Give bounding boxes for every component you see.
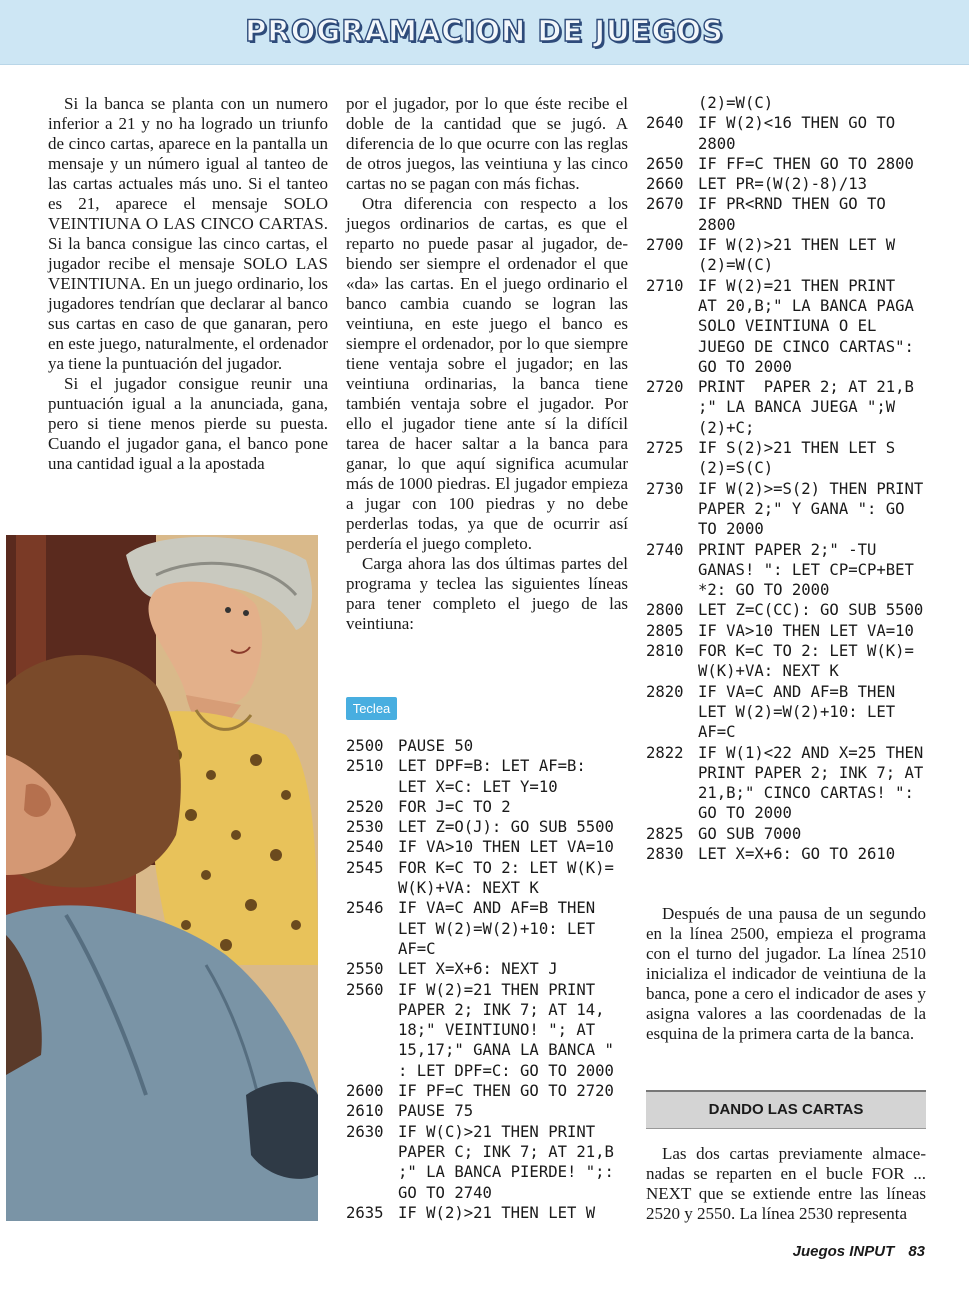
line-code: LET X=X+6: NEXT J <box>398 960 558 979</box>
line-number: 2560 <box>346 980 384 999</box>
line-number: 2725 <box>646 439 684 458</box>
line-number: 2822 <box>646 743 684 762</box>
line-code: IF VA=C AND AF=B THEN LET W(2)=W(2)+10: LET AF=C <box>398 899 596 958</box>
code-line <box>346 1122 632 1203</box>
code-line <box>646 93 936 113</box>
paragraph: Otra diferencia con respecto a los juegos ordinarios de cartas, es que el reparto no puede pasar al jugador, debiendo ser siempre el ordenador el que «da» las cartas. En el juego ordinario el banco cambia cuando se logran las veintiuna, en este juego el banco es siempre el ordenador, por lo que siempre tiene ventaja sobre el jugador; en las veintiuna ordinarias, la banca tiene también ventaja sobre el jugador. Por ello el jugador tiene ante sí la difícil tarea de hacer saltar a la banca para ganar, lo que aquí significa acumular más de 1000 piedras. El jugador empieza a jugar con 100 piedras y no debe perderlas todas, ya que de ocurrir así perdería el juego completo. <box>346 194 628 553</box>
code-listing-b <box>646 93 936 864</box>
line-code: LET Z=C(CC): GO SUB 5500 <box>698 601 924 620</box>
line-code: PAUSE 75 <box>398 1102 474 1121</box>
line-number <box>646 93 698 113</box>
page-number: 83 <box>908 1243 925 1260</box>
column-3-text <box>646 904 926 1044</box>
code-line <box>646 276 936 377</box>
code-line <box>646 824 936 844</box>
line-number: 2520 <box>346 797 384 816</box>
line-code: IF FF=C THEN GO TO 2800 <box>698 154 914 173</box>
code-line <box>646 682 936 743</box>
paragraph: Las dos cartas previamente almacenadas se reparten en el bucle FOR ... NEXT que se extiende entre las líneas 2520 y 2550. La línea 2530 representa <box>646 1144 926 1223</box>
line-number: 2650 <box>646 154 684 173</box>
line-number: 2825 <box>646 824 684 843</box>
line-number: 2550 <box>346 960 384 979</box>
line-code: FOR K=C TO 2: LET W(K)= W(K)+VA: NEXT K <box>698 642 914 681</box>
code-line <box>646 621 936 641</box>
code-line <box>346 858 632 899</box>
line-code: IF S(2)>21 THEN LET S (2)=S(C) <box>698 439 896 478</box>
code-line <box>346 1081 632 1101</box>
line-number: 2830 <box>646 844 684 863</box>
line-code: GO SUB 7000 <box>698 824 802 843</box>
line-code: PAUSE 50 <box>398 737 474 755</box>
code-line <box>646 377 936 438</box>
code-line <box>646 641 936 682</box>
illustration-image <box>6 535 318 1221</box>
code-line <box>646 540 936 601</box>
code-line <box>646 113 936 154</box>
line-number: 2710 <box>646 276 684 295</box>
code-line <box>346 736 632 756</box>
code-line <box>646 154 936 174</box>
line-number: 2635 <box>346 1203 384 1222</box>
section-heading: DANDO LAS CARTAS <box>708 1101 864 1118</box>
line-code: IF W(1)<22 AND X=25 THEN PRINT PAPER 2; INK 7; AT 21,B;" CINCO CARTAS! ": GO TO 2000 <box>698 743 924 823</box>
paragraph: Después de una pausa de un segundo en la línea 2500, empieza el programa con el turno del jugador. La línea 2510 inicializa el indicador de veintiuna de la banca, pone a cero el indicador de ases y asigna valores a las coordenadas de la esquina de la primera carta de la banca. <box>646 904 926 1043</box>
code-line <box>346 756 632 797</box>
line-number: 2730 <box>646 479 684 498</box>
line-code: IF PF=C THEN GO TO 2720 <box>398 1082 614 1101</box>
line-code: IF W(2)>21 THEN LET W <box>398 1203 596 1222</box>
column-2-text <box>346 94 628 634</box>
line-code: PRINT PAPER 2; AT 21,B ;" LA BANCA JUEGA ";W (2)+C; <box>698 378 914 437</box>
line-number: 2510 <box>346 757 384 776</box>
line-number: 2540 <box>346 838 384 857</box>
line-code: LET DPF=B: LET AF=B: LET X=C: LET Y=10 <box>398 757 586 796</box>
code-line <box>646 600 936 620</box>
code-line <box>346 898 632 959</box>
footer-brand: Juegos INPUT <box>792 1243 895 1260</box>
line-number: 2630 <box>346 1122 384 1141</box>
line-code: IF W(C)>21 THEN PRINT PAPER C; INK 7; AT 21,B ;" LA BANCA PIERDE! ";: GO TO 2740 <box>398 1122 614 1202</box>
code-line <box>646 194 936 235</box>
code-line <box>646 235 936 276</box>
section-heading-box <box>646 1090 926 1129</box>
code-line <box>346 817 632 837</box>
paragraph: Si la banca se planta con un numero inferior a 21 y no ha logrado un triunfo de cinco cartas, aparece en la pantalla un mensaje y un número igual al tanteo de las cartas actuales más uno. Si el tanteo es 21, aparece el mensaje SOLO VEINTIUNA O LAS CINCO CARTAS. Si la banca consigue las cinco cartas, el jugador recibe el mensaje SOLO LAS VEINTIUNA. En un juego ordinario, los jugadores tendrían que declarar al banco sus cartas en caso de que ganaran, pero en este juego, naturalmente, el ordenador ya tiene la puntuación del jugador. <box>48 94 328 373</box>
code-line <box>346 797 632 817</box>
illustration-card-players <box>6 535 318 1221</box>
line-number: 2600 <box>346 1082 384 1101</box>
paragraph: por el jugador, por lo que éste recibe el doble de la cantidad que se jugó. A diferencia de lo que ocurre con las reglas de otros juegos, las veintiuna y las cinco cartas no se pagan con más fichas. <box>346 94 628 193</box>
code-listing-a <box>346 736 632 1223</box>
line-code: FOR J=C TO 2 <box>398 797 511 816</box>
line-number: 2820 <box>646 682 684 701</box>
line-number: 2805 <box>646 621 684 640</box>
page-header <box>0 0 969 65</box>
line-number: 2546 <box>346 899 384 918</box>
column-1-text <box>48 94 328 474</box>
code-line <box>346 1203 632 1223</box>
line-number: 2740 <box>646 540 684 559</box>
line-code: IF PR<RND THEN GO TO 2800 <box>698 195 886 234</box>
line-number: 2720 <box>646 378 684 397</box>
column-3-text-continued <box>646 1144 926 1224</box>
code-line <box>646 479 936 540</box>
code-line <box>646 743 936 824</box>
code-line <box>346 980 632 1081</box>
teclea-tag: Teclea <box>346 697 397 720</box>
line-code: PRINT PAPER 2;" -TU GANAS! ": LET CP=CP+BET *2: GO TO 2000 <box>698 540 914 600</box>
line-number: 2660 <box>646 175 684 194</box>
code-line <box>346 1101 632 1121</box>
paragraph: Carga ahora las dos últimas partes del programa y teclea las siguientes líneas para tener completo el juego de las veintiuna: <box>346 554 628 633</box>
code-line <box>346 837 632 857</box>
line-code: IF W(2)=21 THEN PRINT PAPER 2; INK 7; AT 14, 18;" VEINTIUNO! "; AT 15,17;" GANA LA BANCA " : LET DPF=C: GO TO 2000 <box>398 980 614 1080</box>
line-code: IF VA>10 THEN LET VA=10 <box>398 838 614 857</box>
line-number: 2640 <box>646 114 684 133</box>
line-code: IF W(2)>21 THEN LET W (2)=W(C) <box>698 236 896 275</box>
line-number: 2610 <box>346 1102 384 1121</box>
line-number: 2800 <box>646 601 684 620</box>
line-number: 2700 <box>646 236 684 255</box>
line-number: 2500 <box>346 737 384 755</box>
line-code: IF VA>10 THEN LET VA=10 <box>698 621 914 640</box>
line-code: FOR K=C TO 2: LET W(K)= W(K)+VA: NEXT K <box>398 858 614 898</box>
code-line <box>646 174 936 194</box>
line-number: 2530 <box>346 818 384 837</box>
line-code: IF W(2)>=S(2) THEN PRINT PAPER 2;" Y GANA ": GO TO 2000 <box>698 479 924 539</box>
line-number: 2545 <box>346 858 384 877</box>
line-code: LET PR=(W(2)-8)/13 <box>698 175 867 194</box>
page-footer <box>793 1243 925 1260</box>
line-number: 2670 <box>646 195 684 214</box>
line-number: 2810 <box>646 642 684 661</box>
code-line <box>346 959 632 979</box>
line-code: (2)=W(C) <box>698 94 774 112</box>
page-title: PROGRAMACION DE JUEGOS <box>245 14 724 48</box>
code-line <box>646 844 936 864</box>
paragraph: Si el jugador consigue reunir una puntuación igual a la anunciada, gana, pero si tiene menos pierde su puesta. Cuando el jugador gana, el banco pone una cantidad igual a la apostada <box>48 374 328 473</box>
line-code: IF VA=C AND AF=B THEN LET W(2)=W(2)+10: LET AF=C <box>698 682 896 742</box>
line-code: IF W(2)<16 THEN GO TO 2800 <box>698 114 896 153</box>
line-code: LET Z=O(J): GO SUB 5500 <box>398 818 614 837</box>
code-line <box>646 438 936 479</box>
line-code: LET X=X+6: GO TO 2610 <box>698 844 896 863</box>
line-code: IF W(2)=21 THEN PRINT AT 20,B;" LA BANCA PAGA SOLO VEINTIUNA O EL JUEGO DE CINCO CARTAS": GO TO 2000 <box>698 276 914 376</box>
